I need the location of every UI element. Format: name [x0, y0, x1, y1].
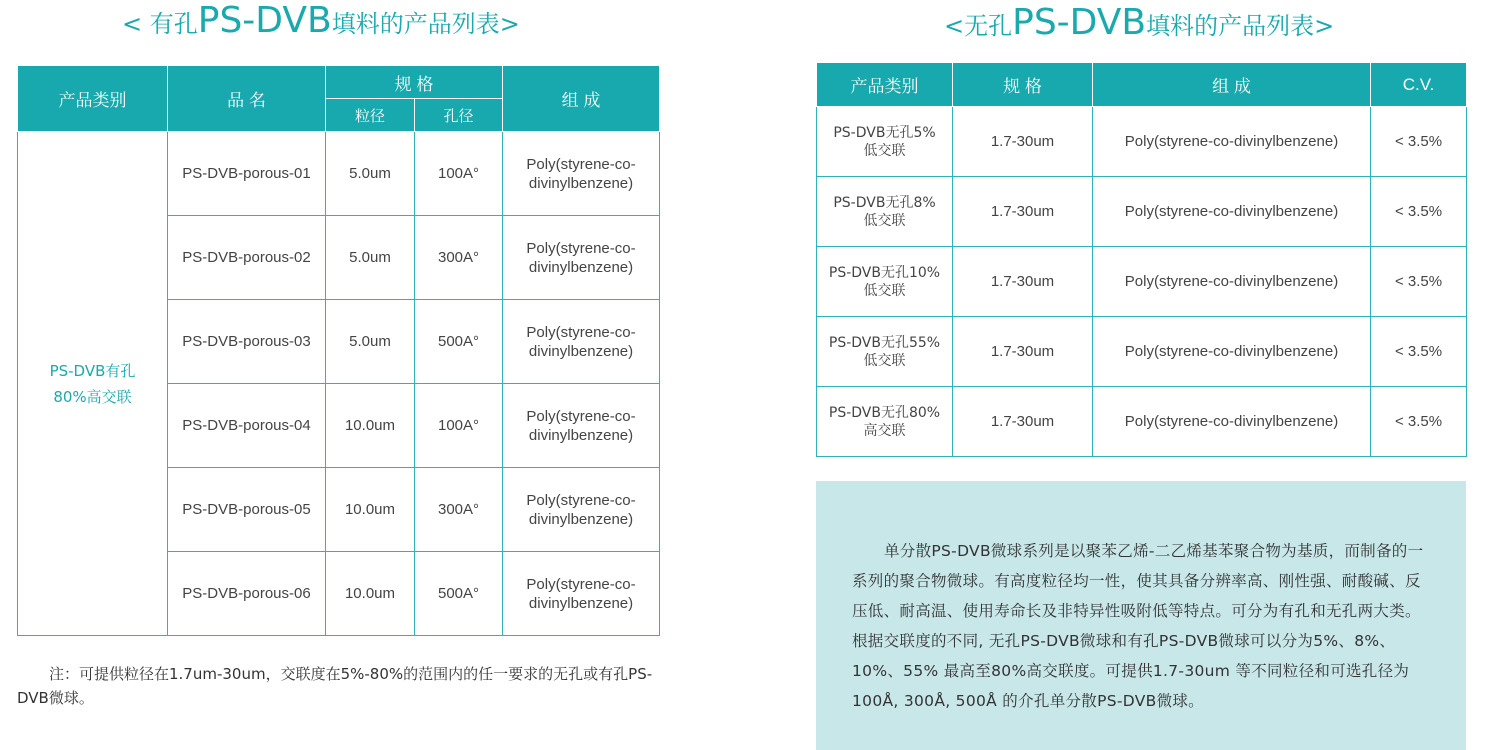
header-composition: 组 成 — [1093, 63, 1371, 107]
category-cell — [817, 387, 953, 457]
composition-line-2: divinylbenzene) — [528, 342, 634, 360]
category-line-2: 80%高交联 — [53, 387, 132, 406]
category-line-2: 高交联 — [863, 422, 906, 439]
note-text: 注：可提供粒径在1.7um-30um，交联度在5%-80%的范围内的任一要求的无孔或有孔PS-DVB微球。 — [17, 665, 653, 707]
product-name: PS-DVB-porous-03 — [168, 300, 326, 384]
description-text: 单分散PS-DVB微球系列是以聚苯乙烯-二乙烯基苯聚合物为基质，而制备的一系列的聚合物微球。有高度粒径均一性，使其具备分辨率高、刚性强、耐酸碱、反压低、耐高温、使用寿命长及非特异性吸附低等特点。可分为有孔和无孔两大类。根据交联度的不同, 无孔PS-DVB微球和有孔PS-DVB微球可以分为5%、8%、10%、55% 最高至80%高交联度。可提供1.7-30um 等不同粒径和可选孔径为100Å, 300Å, 500Å 的介孔单分散PS-DVB微球。 — [852, 542, 1424, 710]
pore-size: 300A° — [415, 468, 503, 552]
header-pore-size: 孔径 — [415, 99, 503, 132]
nonporous-product-table — [816, 62, 1467, 457]
composition-line-1: Poly(styrene-co- — [526, 155, 636, 173]
table-row — [817, 387, 1467, 457]
category-line-1: PS-DVB无孔10% — [828, 264, 941, 281]
composition-line-1: Poly(styrene-co- — [526, 491, 636, 509]
category-line-1: PS-DVB无孔55% — [828, 334, 941, 351]
spec-cell: 1.7-30um — [953, 387, 1093, 457]
header-category: 产品类别 — [817, 63, 953, 107]
porous-table-title — [122, 0, 520, 41]
cv-cell: < 3.5% — [1371, 317, 1467, 387]
composition-line-2: divinylbenzene) — [528, 426, 634, 444]
header-category: 产品类别 — [18, 66, 168, 132]
table-row — [817, 317, 1467, 387]
particle-size: 5.0um — [326, 132, 415, 216]
table-row — [18, 132, 660, 216]
pore-size: 500A° — [415, 552, 503, 636]
cv-cell: < 3.5% — [1371, 107, 1467, 177]
composition-line-1: Poly(styrene-co- — [526, 575, 636, 593]
header-spec: 规 格 — [326, 66, 503, 99]
cv-cell: < 3.5% — [1371, 387, 1467, 457]
particle-size: 10.0um — [326, 384, 415, 468]
composition-line-1: Poly(styrene-co- — [526, 323, 636, 341]
header-cv: C.V. — [1371, 63, 1467, 107]
composition-line-1: Poly(styrene-co- — [526, 239, 636, 257]
spec-cell: 1.7-30um — [953, 177, 1093, 247]
composition — [503, 216, 660, 300]
header-particle-size: 粒径 — [326, 99, 415, 132]
composition-line-2: divinylbenzene) — [528, 258, 634, 276]
table-row — [817, 107, 1467, 177]
header-name: 品 名 — [168, 66, 326, 132]
pore-size: 500A° — [415, 300, 503, 384]
cv-cell: < 3.5% — [1371, 177, 1467, 247]
table-row — [817, 177, 1467, 247]
category-line-2: 低交联 — [863, 142, 906, 159]
category-line-2: 低交联 — [863, 352, 906, 369]
category-cell — [817, 107, 953, 177]
porous-title-prefix: < 有孔 — [122, 10, 198, 38]
nonporous-title-suffix: 填料的产品列表> — [1146, 12, 1335, 40]
category-line-1: PS-DVB无孔8% — [833, 194, 936, 211]
composition-cell: Poly(styrene-co-divinylbenzene) — [1093, 107, 1371, 177]
porous-title-main: PS-DVB — [197, 0, 332, 41]
composition-line-2: divinylbenzene) — [528, 510, 634, 528]
header-composition: 组 成 — [503, 66, 660, 132]
category-line-1: PS-DVB有孔 — [49, 361, 136, 380]
product-name: PS-DVB-porous-01 — [168, 132, 326, 216]
composition-cell: Poly(styrene-co-divinylbenzene) — [1093, 387, 1371, 457]
composition — [503, 552, 660, 636]
composition-line-2: divinylbenzene) — [528, 594, 634, 612]
composition — [503, 468, 660, 552]
product-name: PS-DVB-porous-04 — [168, 384, 326, 468]
category-line-1: PS-DVB无孔5% — [833, 124, 936, 141]
pore-size: 300A° — [415, 216, 503, 300]
particle-size: 10.0um — [326, 468, 415, 552]
table-row — [817, 247, 1467, 317]
pore-size: 100A° — [415, 384, 503, 468]
spec-cell: 1.7-30um — [953, 247, 1093, 317]
nonporous-table-title — [944, 2, 1334, 43]
particle-size: 5.0um — [326, 216, 415, 300]
composition — [503, 300, 660, 384]
pore-size: 100A° — [415, 132, 503, 216]
category-cell — [817, 317, 953, 387]
nonporous-title-main: PS-DVB — [1012, 2, 1147, 43]
cv-cell: < 3.5% — [1371, 247, 1467, 317]
product-name: PS-DVB-porous-06 — [168, 552, 326, 636]
composition-line-1: Poly(styrene-co- — [526, 407, 636, 425]
composition-line-2: divinylbenzene) — [528, 174, 634, 192]
porous-product-table — [17, 65, 660, 636]
composition — [503, 132, 660, 216]
porous-title-suffix: 填料的产品列表> — [331, 10, 520, 38]
category-line-2: 低交联 — [863, 282, 906, 299]
spec-cell: 1.7-30um — [953, 107, 1093, 177]
nonporous-title-prefix: <无孔 — [944, 12, 1013, 40]
category-cell — [817, 177, 953, 247]
header-spec: 规 格 — [953, 63, 1093, 107]
category-line-2: 低交联 — [863, 212, 906, 229]
category-line-1: PS-DVB无孔80% — [828, 404, 941, 421]
category-cell — [817, 247, 953, 317]
composition-cell: Poly(styrene-co-divinylbenzene) — [1093, 177, 1371, 247]
description-panel — [816, 481, 1466, 750]
product-name: PS-DVB-porous-02 — [168, 216, 326, 300]
category-cell — [18, 132, 168, 636]
product-name: PS-DVB-porous-05 — [168, 468, 326, 552]
particle-size: 10.0um — [326, 552, 415, 636]
composition-cell: Poly(styrene-co-divinylbenzene) — [1093, 247, 1371, 317]
composition — [503, 384, 660, 468]
composition-cell: Poly(styrene-co-divinylbenzene) — [1093, 317, 1371, 387]
spec-cell: 1.7-30um — [953, 317, 1093, 387]
particle-size: 5.0um — [326, 300, 415, 384]
